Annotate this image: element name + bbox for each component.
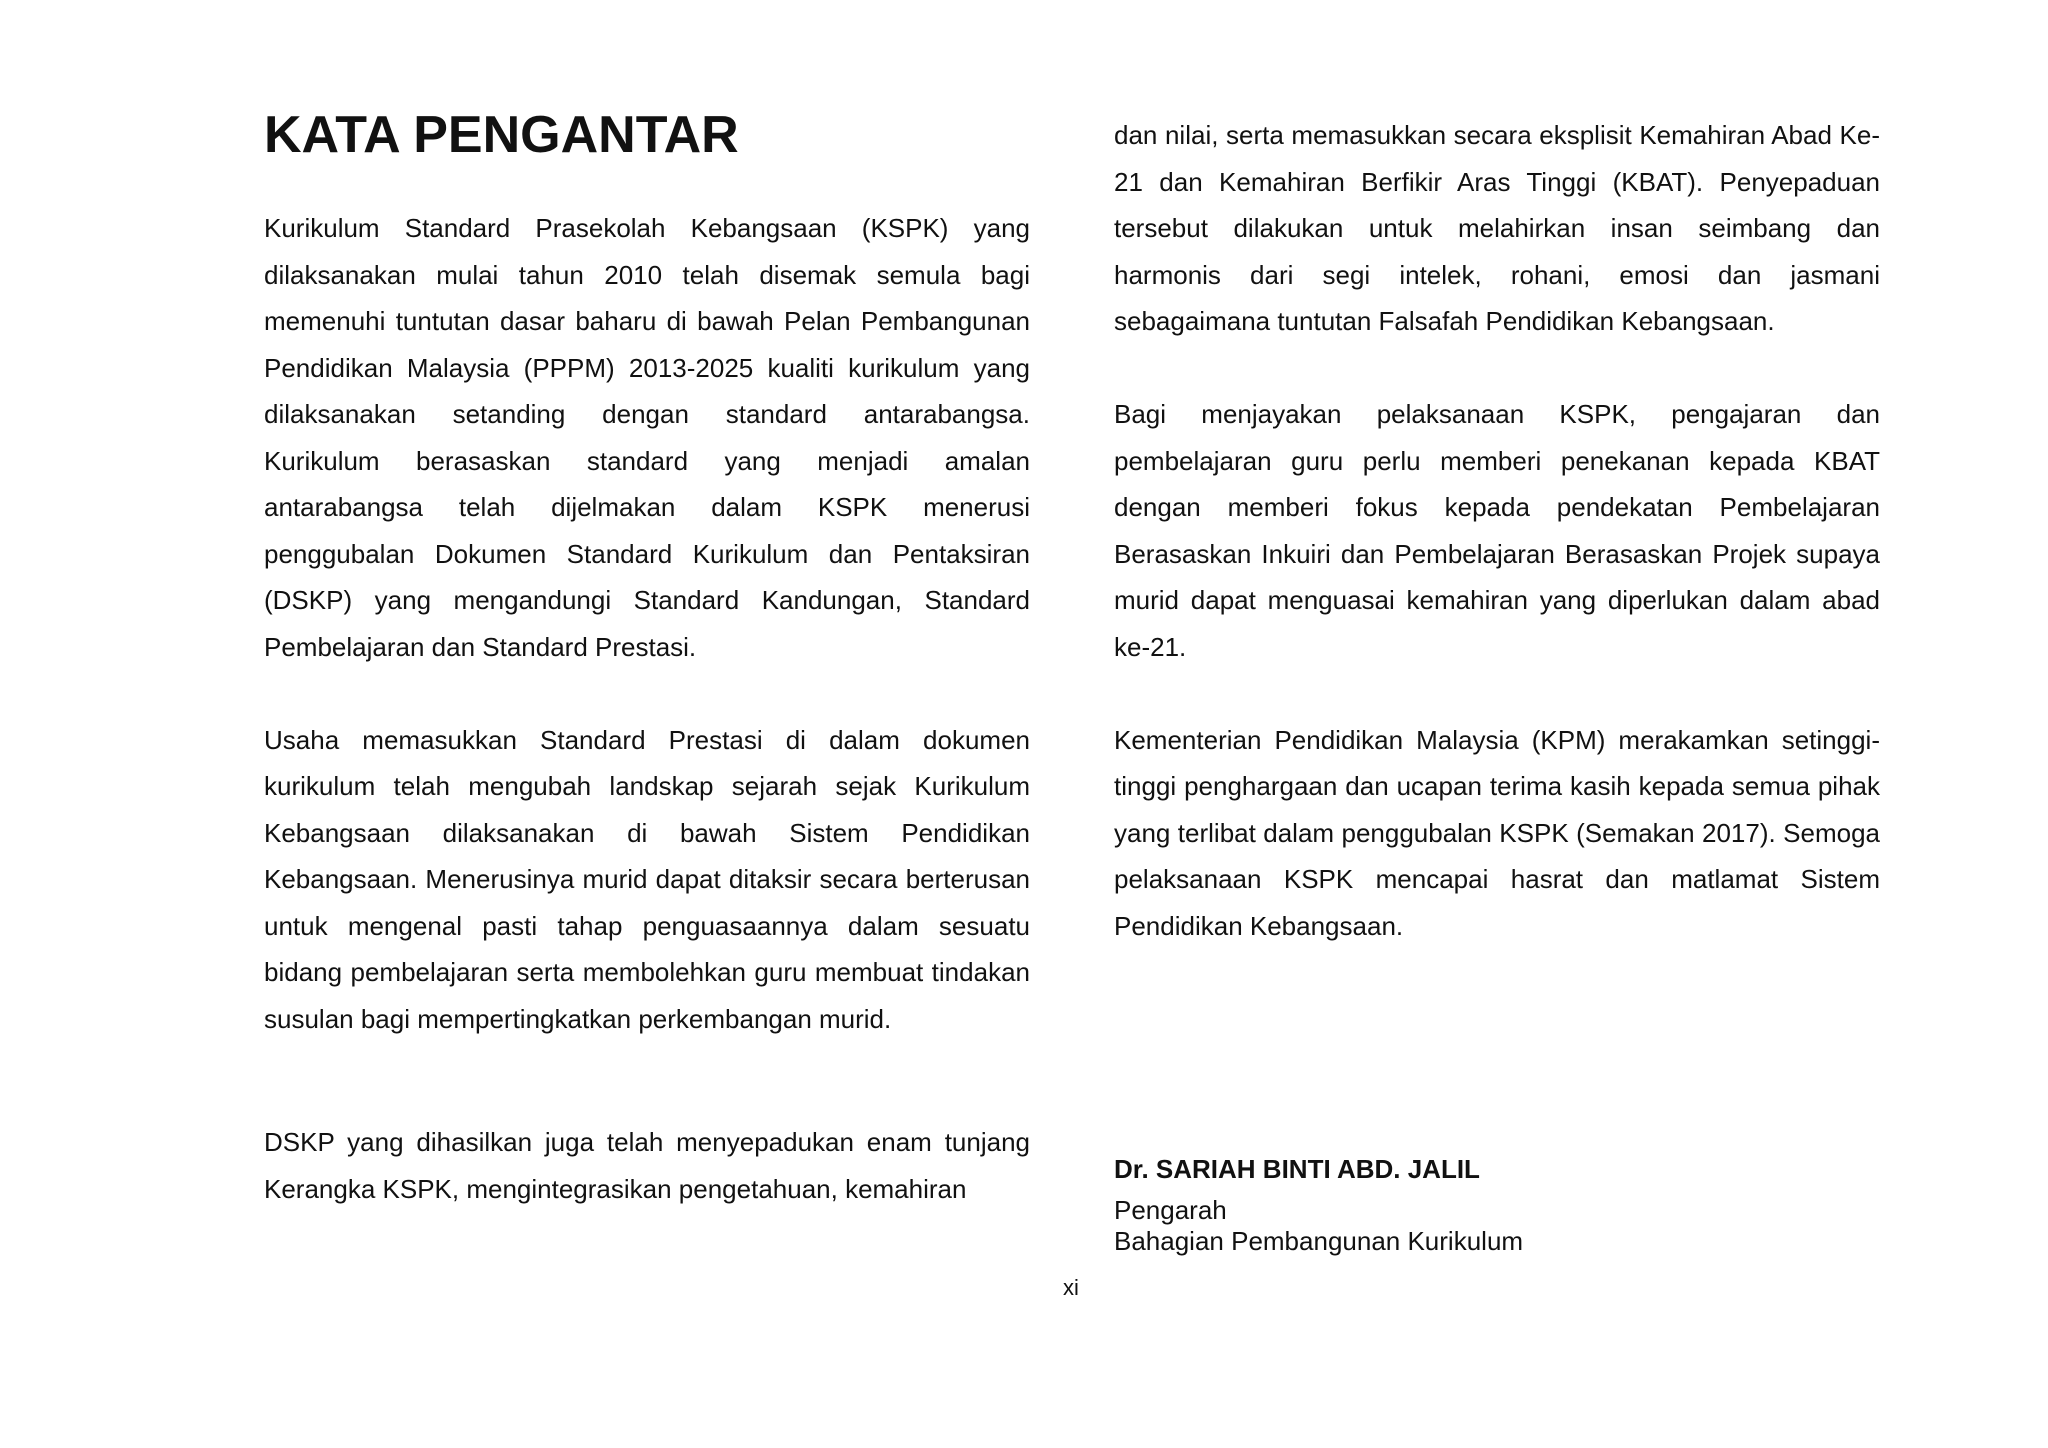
spacer bbox=[264, 670, 1030, 717]
paragraph-acknowledgement: Kementerian Pendidikan Malaysia (KPM) merakamkan setinggi-tinggi penghargaan dan ucapan terima kasih kepada semua pihak yang terlibat dalam penggubalan KSPK (Semakan 2017). Semoga pelaksanaan KSPK mencapai hasrat dan matlamat Sistem Pendidikan Kebangsaan. bbox=[1114, 724, 1880, 941]
paragraph-kspk-intro: Kurikulum Standard Prasekolah Kebangsaan (KSPK) yang dilaksanakan mulai tahun 2010 telah disemak semula bagi memenuhi tuntutan dasar baharu di bawah Pelan Pembangunan Pendidikan Malaysia (PPPM) 2013-2025 kualiti kurikulum yang dilaksanakan setanding dengan standard antarabangsa. Kurikulum berasaskan standard yang menjadi amalan antarabangsa telah dijelmakan dalam KSPK menerusi penggubalan Dokumen Standard Kurikulum dan Pentaksiran (DSKP) yang mengandungi Standard Kandungan, Standard Pembelajaran dan Standard Prestasi. bbox=[264, 213, 1030, 662]
signatory-name: Dr. SARIAH BINTI ABD. JALIL bbox=[1114, 1154, 1480, 1184]
spacer bbox=[264, 159, 1030, 206]
signatory-department: Bahagian Pembangunan Kurikulum bbox=[1114, 1226, 1524, 1256]
paragraph-standard-prestasi: Usaha memasukkan Standard Prestasi di dalam dokumen kurikulum telah mengubah landskap sejarah sejak Kurikulum Kebangsaan dilaksanakan di bawah Sistem Pendidikan Kebangsaan. Menerusinya murid dapat ditaksir secara berterusan untuk mengenal pasti tahap penguasaannya dalam sesuatu bidang pembelajaran serta membolehkan guru membuat tindakan susulan bagi mempertingkatkan perkembangan murid. bbox=[264, 724, 1030, 1034]
paragraph-kbat: Bagi menjayakan pelaksanaan KSPK, pengajaran dan pembelajaran guru perlu memberi penekanan kepada KBAT dengan memberi fokus kepada pendekatan Pembelajaran Berasaskan Inkuiri dan Pembelajaran Berasaskan Projek supaya murid dapat menguasai kemahiran yang diperlukan dalam abad ke-21. bbox=[1114, 399, 1880, 662]
spacer bbox=[1114, 345, 1880, 392]
signature-block bbox=[1114, 1149, 1880, 1257]
spacer bbox=[264, 1042, 1030, 1119]
left-column bbox=[264, 106, 1030, 1212]
spacer bbox=[1114, 670, 1880, 717]
signatory-title: Pengarah bbox=[1114, 1195, 1227, 1225]
paragraph-dskp: DSKP yang dihasilkan juga telah menyepadukan enam tunjang Kerangka KSPK, mengintegrasikan pengetahuan, kemahiran bbox=[264, 1127, 1030, 1204]
page-number: xi bbox=[1063, 1275, 1079, 1300]
paragraph-dskp-continued: dan nilai, serta memasukkan secara eksplisit Kemahiran Abad Ke-21 dan Kemahiran Berfikir Aras Tinggi (KBAT). Penyepaduan tersebut dilakukan untuk melahirkan insan seimbang dan harmonis dari segi intelek, rohani, emosi dan jasmani sebagaimana tuntutan Falsafah Pendidikan Kebangsaan. bbox=[1114, 120, 1880, 336]
page-heading: KATA PENGANTAR bbox=[264, 106, 739, 164]
right-column bbox=[1114, 112, 1880, 949]
